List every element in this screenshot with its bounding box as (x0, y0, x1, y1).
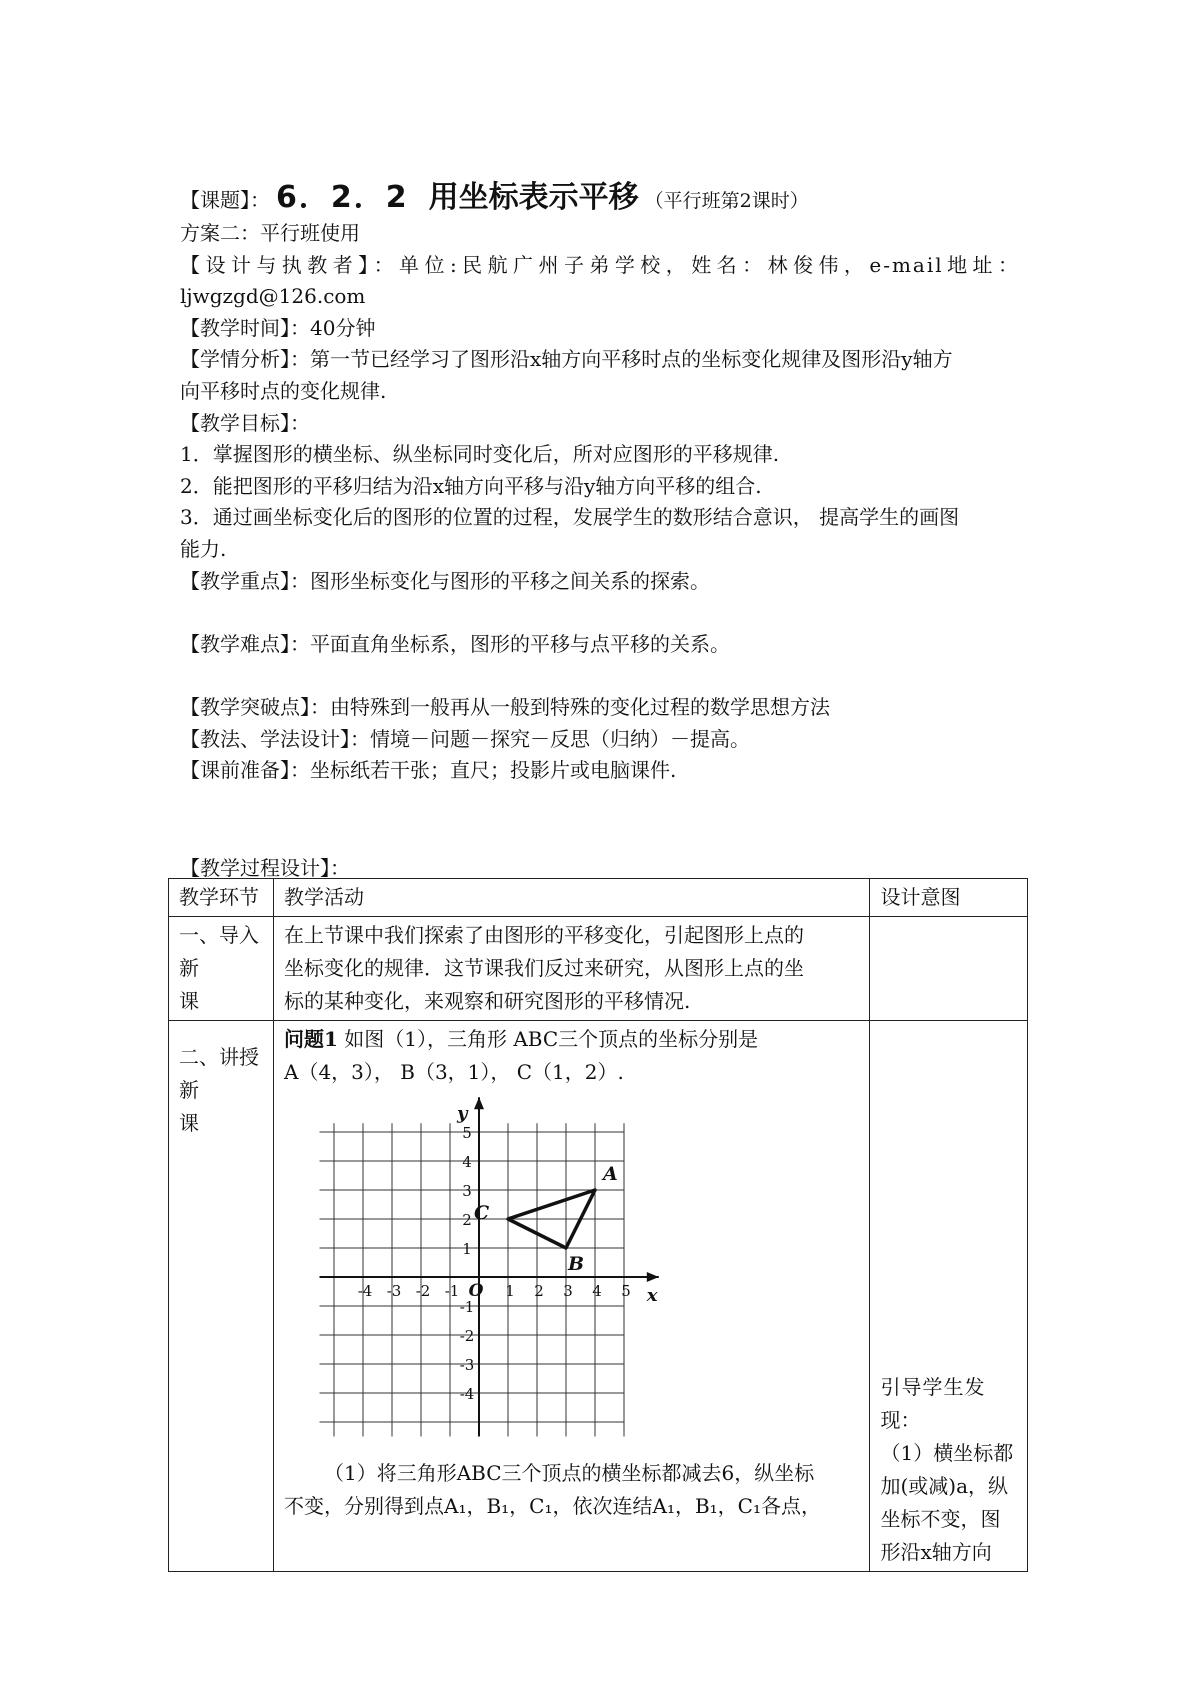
vertex-label-a: A (603, 1163, 618, 1185)
y-tick-label: 4 (462, 1153, 472, 1171)
activity-cell (274, 917, 870, 1021)
x-axis-label: x (646, 1285, 658, 1306)
x-tick-label: 3 (563, 1282, 573, 1300)
x-axis-arrow (647, 1272, 659, 1282)
time-line: 【教学时间】：40分钟 (180, 315, 376, 340)
intent-text-6: 形沿x轴方向 (880, 1540, 992, 1564)
x-tick-label: -2 (415, 1282, 431, 1300)
stage-text-2: 课 (179, 1111, 199, 1135)
key-point-line: 【教学重点】：图形坐标变化与图形的平移之间关系的探索。 (180, 568, 710, 593)
goals-heading: 【教学目标】： (180, 410, 310, 435)
method-line: 【教法、学法设计】：情境－问题－探究－反思（归纳）－提高。 (180, 726, 750, 751)
intent-text-5: 坐标不变，图 (880, 1507, 1001, 1531)
y-tick-label: 2 (462, 1211, 472, 1229)
lesson-info (180, 218, 1020, 787)
intent-text-3: （1）横坐标都 (880, 1441, 1014, 1465)
x-tick-label: -1 (444, 1282, 460, 1300)
section-number: 6．2．2 (276, 180, 409, 215)
analysis-line: 【学情分析】：第一节已经学习了图形沿x轴方向平移时点的坐标变化规律及图形沿y轴方 (180, 347, 953, 372)
stage-text: 二、讲授新 (179, 1045, 259, 1102)
breakthrough-line: 【教学突破点】：由特殊到一般再从一般到特殊的变化过程的数学思想方法 (180, 694, 830, 719)
header-stage: 教学环节 (169, 879, 274, 917)
intent-cell (870, 1021, 1028, 1572)
lesson-title (180, 172, 809, 216)
header-activity: 教学活动 (274, 879, 870, 917)
step-text-2: 不变，分别得到点A₁，B₁，C₁，依次连结A₁，B₁，C₁各点， (284, 1494, 821, 1518)
x-tick-label: 2 (534, 1282, 544, 1300)
y-axis-arrow (474, 1097, 484, 1109)
y-tick-label: -4 (459, 1385, 475, 1403)
table-row (169, 917, 1028, 1021)
stage-cell (169, 917, 274, 1021)
question-label: 问题1 (284, 1027, 338, 1051)
designer-line: 【设计与执教者】：单位:民航广州子弟学校，姓名：林俊伟，e-mail地址： (180, 252, 1020, 277)
process-heading: 【教学过程设计】： (180, 856, 350, 880)
y-axis-label: y (457, 1103, 468, 1125)
question-coords: A（4，3）， B（3，1）， C（1，2）. (284, 1060, 624, 1084)
y-tick-label: 3 (462, 1182, 472, 1200)
stage-text-2: 课 (179, 989, 199, 1013)
table-row (169, 1021, 1028, 1572)
header-intent: 设计意图 (870, 879, 1028, 917)
goal-item-2: 2．能把图形的平移归结为沿x轴方向平移与沿y轴方向平移的组合. (180, 473, 762, 498)
title-subtitle: （平行班第2课时） (644, 190, 809, 212)
intent-cell (870, 917, 1028, 1021)
intent-text-2: 现： (880, 1408, 921, 1432)
vertex-label-b: B (568, 1253, 585, 1275)
plan-line: 方案二：平行班使用 (180, 221, 360, 245)
activity-cell (274, 1021, 870, 1572)
step-text-1: （1）将三角形ABC三个顶点的横坐标都减去6，纵坐标 (324, 1461, 815, 1485)
x-tick-label: 1 (505, 1282, 515, 1300)
question-line (284, 1023, 859, 1056)
table-header-row (169, 879, 1028, 917)
question-text: 如图（1），三角形 ABC三个顶点的坐标分别是 (337, 1027, 759, 1051)
y-tick-label: 5 (462, 1124, 472, 1142)
goal-item-3-cont: 能力. (180, 536, 227, 561)
intent-text-4: 加(或减)a，纵 (880, 1474, 1008, 1498)
title-main: 用坐标表示平移 (428, 180, 639, 215)
activity-text-2: 坐标变化的规律．这节课我们反过来研究，从图形上点的坐 (284, 956, 804, 980)
designer-email: ljwgzgd@126.com (180, 284, 366, 309)
difficulty-line: 【教学难点】：平面直角坐标系，图形的平移与点平移的关系。 (180, 631, 730, 656)
y-tick-label: -3 (459, 1356, 475, 1374)
stage-text: 一、导入新 (179, 923, 259, 980)
x-tick-label: 5 (621, 1282, 631, 1300)
activity-text-3: 标的某种变化，来观察和研究图形的平移情况. (284, 989, 691, 1013)
x-tick-label: -3 (386, 1282, 402, 1300)
analysis-line-2: 向平移时点的变化规律. (180, 378, 387, 403)
coordinate-graph (304, 1097, 684, 1437)
y-tick-label: 1 (462, 1240, 472, 1258)
y-tick-label: -2 (459, 1327, 475, 1345)
goal-item-3: 3．通过画坐标变化后的图形的位置的过程，发展学生的数形结合意识， 提高学生的画图 (180, 505, 960, 530)
process-table (168, 878, 1028, 1572)
y-tick-label: -1 (459, 1298, 475, 1316)
goal-item-1: 1．掌握图形的横坐标、纵坐标同时变化后，所对应图形的平移规律. (180, 442, 780, 467)
preparation-line: 【课前准备】：坐标纸若干张；直尺；投影片或电脑课件. (180, 758, 677, 783)
intent-text-1: 引导学生发 (880, 1375, 986, 1399)
activity-text-1: 在上节课中我们探索了由图形的平移变化，引起图形上点的 (284, 923, 804, 947)
stage-cell (169, 1021, 274, 1572)
origin-label: O (468, 1281, 484, 1301)
x-tick-label: -4 (357, 1282, 373, 1300)
figure-1 (284, 1089, 859, 1457)
title-label: 【课题】： (180, 188, 270, 212)
vertex-label-c: C (474, 1202, 490, 1224)
x-tick-label: 4 (592, 1282, 602, 1300)
